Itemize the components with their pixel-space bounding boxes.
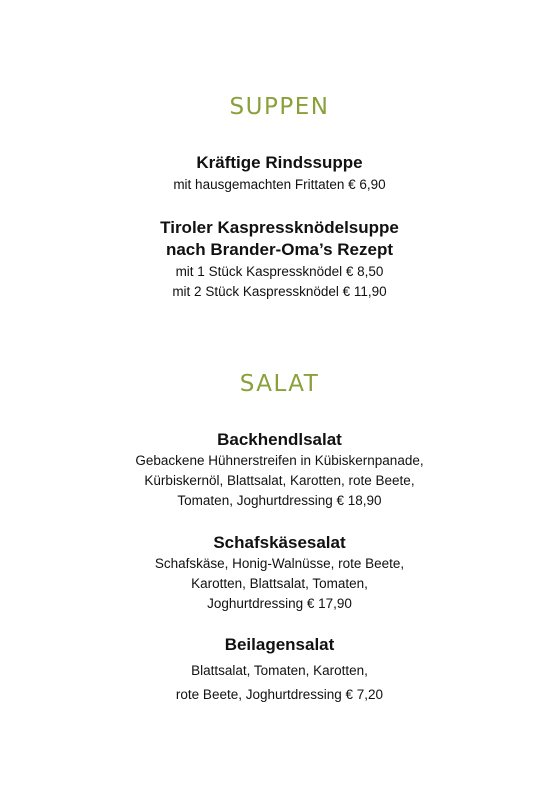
item-description: Schafskäse, Honig-Walnüsse, rote Beete,: [154, 556, 405, 571]
item-name: Backhendlsalat: [217, 430, 342, 449]
item-description: Blattsalat, Tomaten, Karotten,: [191, 663, 368, 678]
item-name: Kräftige Rindssuppe: [196, 153, 363, 172]
item-description: Gebackene Hühnerstreifen in Kübiskernpanade,: [135, 453, 424, 468]
menu-item-beilagensalat: [0, 634, 559, 707]
item-name: nach Brander-Oma’s Rezept: [165, 240, 394, 259]
item-name: Schafskäsesalat: [213, 533, 346, 552]
item-description: mit 1 Stück Kaspressknödel € 8,50: [175, 264, 384, 279]
item-description: mit 2 Stück Kaspressknödel € 11,90: [172, 284, 387, 299]
item-description: rote Beete, Joghurtdressing € 7,20: [175, 687, 384, 702]
item-description: Karotten, Blattsalat, Tomaten,: [191, 576, 368, 591]
item-name: Tiroler Kaspressknödelsuppe: [160, 218, 399, 237]
item-description: mit hausgemachten Frittaten € 6,90: [173, 177, 386, 192]
item-description: Kürbiskernöl, Blattsalat, Karotten, rote Beete,: [144, 473, 415, 488]
menu-item-kaspressknoedelsuppe: [0, 217, 559, 302]
section-title-salat: SALAT: [239, 371, 320, 397]
item-description: Joghurtdressing € 17,90: [207, 596, 352, 611]
menu-item-rindssuppe: [0, 152, 559, 195]
item-description: Tomaten, Joghurtdressing € 18,90: [177, 493, 382, 508]
section-title-suppen: SUPPEN: [229, 94, 330, 120]
menu-item-backhendlsalat: [0, 429, 559, 511]
item-name: Beilagensalat: [224, 635, 335, 654]
menu-item-schafskaesesalat: [0, 532, 559, 614]
